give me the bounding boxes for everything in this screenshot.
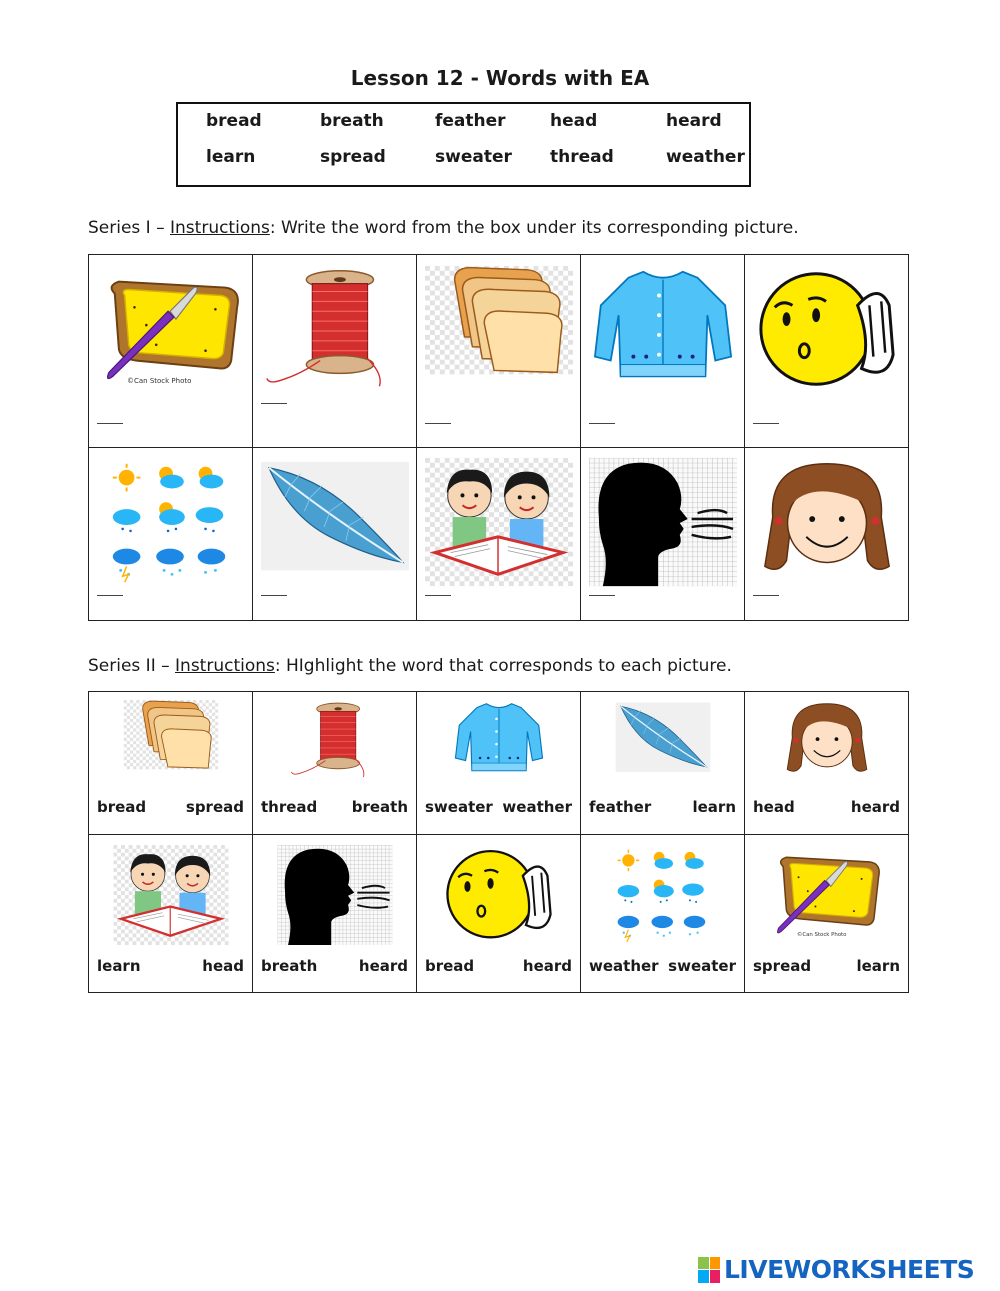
word-option[interactable]: breath <box>351 798 408 816</box>
feather-image <box>601 700 725 782</box>
word-bank-item: breath <box>320 111 384 131</box>
choice-cell <box>581 692 745 835</box>
picture-cell <box>581 448 745 621</box>
kids-reading-image <box>109 845 233 945</box>
word-option[interactable]: spread <box>185 798 244 816</box>
word-option[interactable]: learn <box>856 957 900 975</box>
choice-cell <box>89 692 253 835</box>
bread-loaf-image <box>425 265 573 395</box>
series2-prefix: Series II – <box>88 656 176 676</box>
word-option[interactable]: bread <box>425 957 475 975</box>
sweater-image <box>589 265 737 395</box>
bread-loaf-image <box>109 700 233 782</box>
choice-cell <box>745 692 909 835</box>
listening-face-image <box>753 265 901 395</box>
series1-grid <box>88 254 909 621</box>
word-bank-item: head <box>550 111 598 131</box>
choice-cell <box>253 692 417 835</box>
series2-instructions <box>88 656 732 676</box>
word-bank <box>176 102 751 187</box>
kids-reading-image <box>425 456 573 588</box>
word-bank-item: heard <box>666 111 722 131</box>
instructions-text: : HIghlight the word that corresponds to each picture. <box>274 656 732 676</box>
word-bank-item: thread <box>550 147 614 167</box>
word-option[interactable]: learn <box>97 957 141 975</box>
photo-credit: ©Can Stock Photo <box>127 377 192 385</box>
toast-spread-image <box>97 265 245 395</box>
weather-icons-image <box>601 845 725 945</box>
picture-cell <box>89 448 253 621</box>
answer-blank[interactable] <box>425 423 451 424</box>
choice-cell <box>745 835 909 993</box>
breath-silhouette-image <box>273 845 397 945</box>
answer-blank[interactable] <box>261 595 287 596</box>
answer-blank[interactable] <box>261 403 287 404</box>
word-option[interactable]: head <box>202 957 244 975</box>
word-option[interactable]: thread <box>261 798 318 816</box>
word-bank-item: spread <box>320 147 386 167</box>
word-option[interactable]: breath <box>261 957 318 975</box>
picture-cell <box>417 448 581 621</box>
picture-cell <box>417 255 581 448</box>
word-bank-item: bread <box>206 111 262 131</box>
word-option[interactable]: weather <box>589 957 659 975</box>
answer-blank[interactable] <box>753 423 779 424</box>
instructions-label: Instructions <box>175 656 275 676</box>
word-option[interactable]: spread <box>753 957 812 975</box>
girl-head-image <box>753 456 901 588</box>
answer-blank[interactable] <box>589 595 615 596</box>
word-option[interactable]: head <box>753 798 795 816</box>
answer-blank[interactable] <box>425 595 451 596</box>
picture-cell <box>253 448 417 621</box>
word-option[interactable]: sweater <box>668 957 736 975</box>
series2-grid <box>88 691 909 993</box>
word-bank-item: weather <box>666 147 745 167</box>
word-bank-item: learn <box>206 147 256 167</box>
choice-cell <box>89 835 253 993</box>
girl-head-image <box>765 700 889 782</box>
logo-icon <box>698 1257 720 1283</box>
picture-cell <box>745 448 909 621</box>
word-option[interactable]: heard <box>850 798 900 816</box>
answer-blank[interactable] <box>97 423 123 424</box>
word-bank-item: feather <box>435 111 506 131</box>
word-option[interactable]: learn <box>692 798 736 816</box>
word-option[interactable]: feather <box>589 798 652 816</box>
choice-cell <box>581 835 745 993</box>
word-option[interactable]: sweater <box>425 798 493 816</box>
listening-face-image <box>437 845 561 945</box>
picture-cell <box>745 255 909 448</box>
picture-cell <box>253 255 417 448</box>
breath-silhouette-image <box>589 456 737 588</box>
word-option[interactable]: bread <box>97 798 147 816</box>
series1-instructions <box>88 218 799 238</box>
instructions-label: Instructions <box>170 218 270 238</box>
choice-cell <box>417 692 581 835</box>
instructions-text: : Write the word from the box under its corresponding picture. <box>269 218 799 238</box>
liveworksheets-logo <box>698 1255 974 1284</box>
brand-name: LIVEWORKSHEETS <box>724 1255 975 1284</box>
answer-blank[interactable] <box>589 423 615 424</box>
feather-image <box>261 456 409 588</box>
choice-cell <box>417 835 581 993</box>
picture-cell <box>581 255 745 448</box>
word-bank-item: sweater <box>435 147 512 167</box>
series1-prefix: Series I – <box>88 218 171 238</box>
word-option[interactable]: heard <box>522 957 572 975</box>
answer-blank[interactable] <box>97 595 123 596</box>
choice-cell <box>253 835 417 993</box>
weather-icons-image <box>97 456 245 588</box>
sweater-image <box>437 700 561 782</box>
page-title: Lesson 12 - Words with EA <box>350 66 650 90</box>
picture-cell <box>89 255 253 448</box>
photo-credit: ©Can Stock Photo <box>797 931 847 938</box>
thread-spool-image <box>261 265 409 395</box>
thread-spool-image <box>273 700 397 782</box>
answer-blank[interactable] <box>753 595 779 596</box>
word-option[interactable]: weather <box>502 798 572 816</box>
word-option[interactable]: heard <box>358 957 408 975</box>
toast-spread-image <box>765 845 889 945</box>
